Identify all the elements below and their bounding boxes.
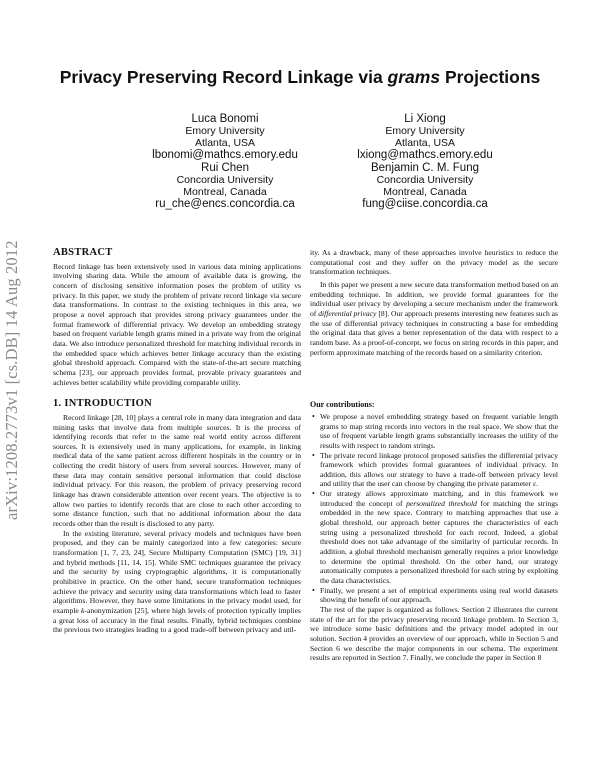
body-paragraph [310, 280, 558, 357]
body-paragraph: ity. As a drawback, many of these approaches involve heuristics to reduce the computational cost and they suffer on the privacy model as the secure transformation techniques. [310, 248, 558, 277]
author-name: Benjamin C. M. Fung [370, 162, 479, 174]
author-block [310, 162, 540, 211]
intro-heading: 1. INTRODUCTION [53, 398, 153, 410]
intro-emphasis: k [81, 605, 85, 615]
contributions-list [310, 412, 558, 605]
author-location: Atlanta, USA [194, 136, 256, 149]
right-column [310, 248, 558, 663]
outline-paragraph: The rest of the paper is organized as follows. Section 2 illustrates the current state of the art for the privacy preserving record linkage problem. In Section 3, we introduce some basic definitions and the privacy model adopted in our solution. Section 4 provides an overview of our approach, while in Section 5 and Section 6 we describe the major components in our schema. The experiment results are reported in Section 7. Finally, we conclude the paper in Section 8 [310, 605, 558, 663]
author-affiliation: Emory University [185, 125, 265, 137]
list-item [320, 489, 558, 586]
contributions-heading: Our contributions: [310, 400, 375, 410]
title-main: Privacy Preserving Record Linkage via [59, 67, 388, 87]
author-email: ru_che@encs.concordia.ca [155, 198, 295, 210]
abstract-text: Record linkage has been extensively used in various data mining applications involving sharing data. While the amount of available data is growing, the concern of disclosing sensitive information poses the problem of utility vs privacy. In this paper, we study the problem of private record linkage via secure data transformations. In contrast to the existing techniques in this area, we propose a novel approach that provides strong privacy guarantees under the formal framework of differential privacy. We develop an embedding strategy based on frequent variable length grams mined in a private way from the original data. We also introduce personalized threshold for matching individual records in the embedded space which achieves better linkage accuracy than the existing global threshold approach. Compared with the state-of-the-art secure matching schema [23], our approach provides formal, provable privacy guarantees and achieves better scalability while providing comparable utility. [53, 261, 301, 387]
abstract-heading: ABSTRACT [53, 247, 113, 258]
title-tail: Projections [440, 67, 541, 87]
author-location: Atlanta, USA [394, 136, 456, 149]
author-affiliation: Emory University [385, 125, 465, 137]
left-column [53, 248, 301, 635]
author-block [110, 162, 340, 211]
intro-text: In the existing literature, several privacy models and techniques have been proposed, and they can be mainly categorized into a few categories: secure transformation [1, 7, 23, 24], Secure Multiparty Computation (SMC) [19, 31] and hybrid methods [11, 14, 15]. While SMC techniques guarantee the privacy and the security by using cryptographic algorithms, it is computationally prohibitive in practice. On the other hand, secure transformation techniques achieve the privacy and security using data transformations which lead to faster algorithms. However, they have some limitations in the privacy model used, for example [53, 528, 301, 615]
paper-title [40, 67, 560, 88]
title-emphasis: grams [387, 67, 441, 87]
author-email: lxiong@mathcs.emory.edu [357, 149, 493, 161]
list-item-text: Our strategy allows approximate matching, and in this framework we introduced the concept of [320, 489, 558, 508]
list-item-text: for matching the strings embedded in the new space. Contrary to matching approaches that use a global threshold, our approach better captures the characteristics of each string using a personalized threshold for each record. Indeed, a global threshold does not take advantage of the similarity of particular records. In addition, a global threshold mechanism generally requires a prior knowledge to determine the optimal threshold. On the other hand, our strategy automatically computes a personalized threshold for each string by exploiting the data characteristics. [320, 498, 558, 586]
body-emphasis: differential privacy [318, 308, 377, 318]
author-block [310, 113, 540, 162]
list-item: • We propose a novel embedding strategy based on frequent variable length grams to map string records into vectors in the real space. We show that the use of frequent variable length grams substantially increases the utility of the results with respect to random strings. [320, 412, 558, 451]
author-email: fung@ciise.concordia.ca [362, 198, 488, 210]
author-affiliation: Concordia University [376, 174, 474, 186]
list-item: • The private record linkage protocol proposed satisfies the differential privacy framework which provides formal guarantees of individual privacy. In addition, this allows our strategy to have a trade-off between privacy level and utility that the user can choose by changing the private parameter ε. [320, 451, 558, 490]
arxiv-stamp: arXiv:1208.2773v1 [cs.DB] 14 Aug 2012 [2, 240, 21, 520]
body-text: In this paper we present a new secure data transformation method based on an embedding technique. In addition, we provide formal guarantees for the individual user privacy by developing a secure mechanism under the framework of [310, 279, 558, 318]
author-location: Montreal, Canada [183, 185, 267, 198]
intro-paragraph [53, 529, 301, 635]
author-block [110, 113, 340, 162]
column-spacer [310, 357, 558, 400]
list-item-emphasis: personalized threshold [406, 498, 477, 508]
intro-paragraph: Record linkage [28, 10] plays a central role in many data integration and data mining tasks that involve data from multiple sources. It is the process of identifying records that refer to the same real world entity across different sources. It is extensively used in many applications, for example, in linking medical data of the same patient across different hospitals in the country or in collecting the credit history of users from several sources. However, many of these data may contain sensitive personal information that could disclose individual privacy. For this reason, the problem of privacy preserving record linkage has drawn considerable attention over recent years. The objective is to allow two parties to identify records that are close to each other according to some distance function, such that no additional information about the data records other than the result is disclosed to any party. [53, 412, 301, 529]
author-affiliation: Concordia University [176, 174, 274, 186]
intro-text: -anonymization [25], where high levels of protection typically implies a great loss of accuracy in the final results. Finally, hybrid techniques combine the previous two strategies leading to a good trade-off between privacy and util- [53, 605, 301, 635]
author-location: Montreal, Canada [383, 185, 467, 198]
author-name: Li Xiong [404, 113, 446, 125]
body-text: [8]. Our approach presents interesting new features such as the use of differential privacy techniques in constructing a base for embedding the original data that gives a better representation of the data with respect to a random base. As a proof-of-concept, we focus on string records in this paper, and perform approximate matching of the records based on a similarity criterion. [310, 308, 558, 357]
list-item: • Finally, we present a set of empirical experiments using real world datasets showing the benefit of our approach. [320, 586, 558, 605]
author-name: Luca Bonomi [191, 113, 259, 125]
author-email: lbonomi@mathcs.emory.edu [152, 149, 298, 161]
author-name: Rui Chen [201, 162, 249, 174]
